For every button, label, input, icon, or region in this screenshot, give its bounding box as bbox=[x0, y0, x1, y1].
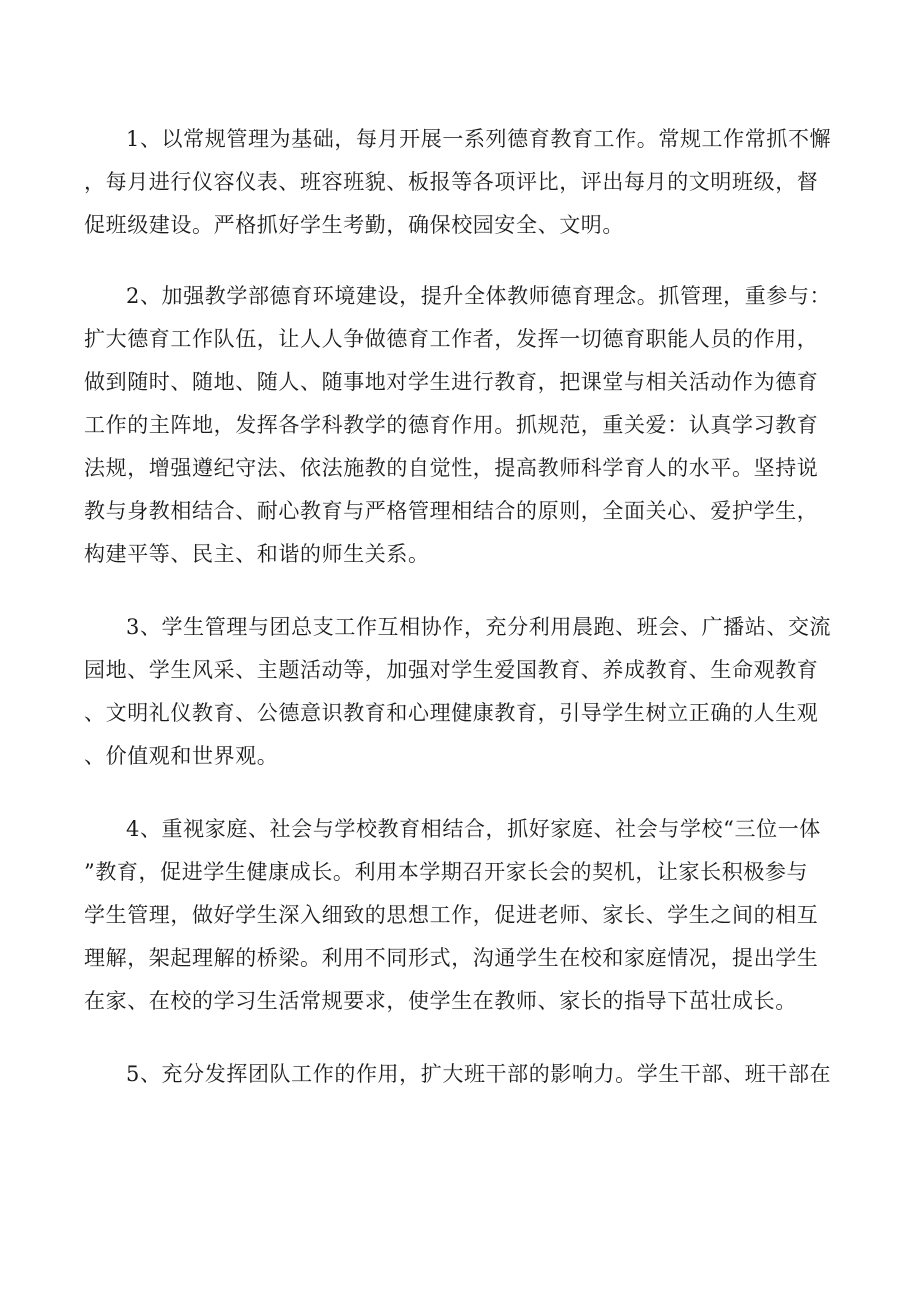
paragraph-3 bbox=[84, 606, 844, 778]
paragraph-line: 构建平等、民主、和谐的师生关系。 bbox=[84, 542, 430, 566]
paragraph-1 bbox=[84, 118, 844, 247]
paragraph-line: 3、学生管理与团总支工作互相协作，充分利用晨跑、班会、广播站、交流 bbox=[126, 615, 832, 639]
paragraph-line: 学生管理，做好学生深入细致的思想工作，促进老师、家长、学生之间的相互 bbox=[84, 903, 819, 927]
paragraph-line: 2、加强教学部德育环境建设，提升全体教师德育理念。抓管理，重参与： bbox=[126, 284, 832, 308]
paragraph-line: 、价值观和世界观。 bbox=[84, 744, 279, 768]
paragraph-line: 园地、学生风采、主题活动等，加强对学生爱国教育、养成教育、生命观教育 bbox=[84, 658, 819, 682]
paragraph-4 bbox=[84, 808, 844, 1023]
paragraph-line: 在家、在校的学习生活常规要求，使学生在教师、家长的指导下茁壮成长。 bbox=[84, 989, 797, 1013]
paragraph-line: 4、重视家庭、社会与学校教育相结合，抓好家庭、社会与学校“三位一体 bbox=[126, 817, 821, 841]
paragraph-line: 、文明礼仪教育、公德意识教育和心理健康教育，引导学生树立正确的人生观 bbox=[84, 701, 819, 725]
paragraph-line: 扩大德育工作队伍，让人人争做德育工作者，发挥一切德育职能人员的作用， bbox=[84, 327, 819, 351]
paragraph-line: ，每月进行仪容仪表、班容班貌、板报等各项评比，评出每月的文明班级，督 bbox=[84, 170, 819, 194]
paragraph-line: 工作的主阵地，发挥各学科教学的德育作用。抓规范，重关爱：认真学习教育 bbox=[84, 413, 819, 437]
paragraph-line: 1、以常规管理为基础，每月开展一系列德育教育工作。常规工作常抓不懈 bbox=[126, 127, 832, 151]
paragraph-line: ”教育，促进学生健康成长。利用本学期召开家长会的契机，让家长积极参与 bbox=[84, 860, 809, 884]
paragraph-line: 5、充分发挥团队工作的作用，扩大班干部的影响力。学生干部、班干部在 bbox=[126, 1062, 832, 1086]
paragraph-line: 促班级建设。严格抓好学生考勤，确保校园安全、文明。 bbox=[84, 213, 624, 237]
paragraph-line: 理解，架起理解的桥梁。利用不同形式，沟通学生在校和家庭情况，提出学生 bbox=[84, 946, 819, 970]
paragraph-5 bbox=[84, 1053, 844, 1096]
paragraph-2 bbox=[84, 275, 844, 576]
paragraph-line: 法规，增强遵纪守法、依法施教的自觉性，提高教师科学育人的水平。坚持说 bbox=[84, 456, 819, 480]
paragraph-line: 做到随时、随地、随人、随事地对学生进行教育，把课堂与相关活动作为德育 bbox=[84, 370, 819, 394]
paragraph-line: 教与身教相结合、耐心教育与严格管理相结合的原则，全面关心、爱护学生， bbox=[84, 499, 819, 523]
